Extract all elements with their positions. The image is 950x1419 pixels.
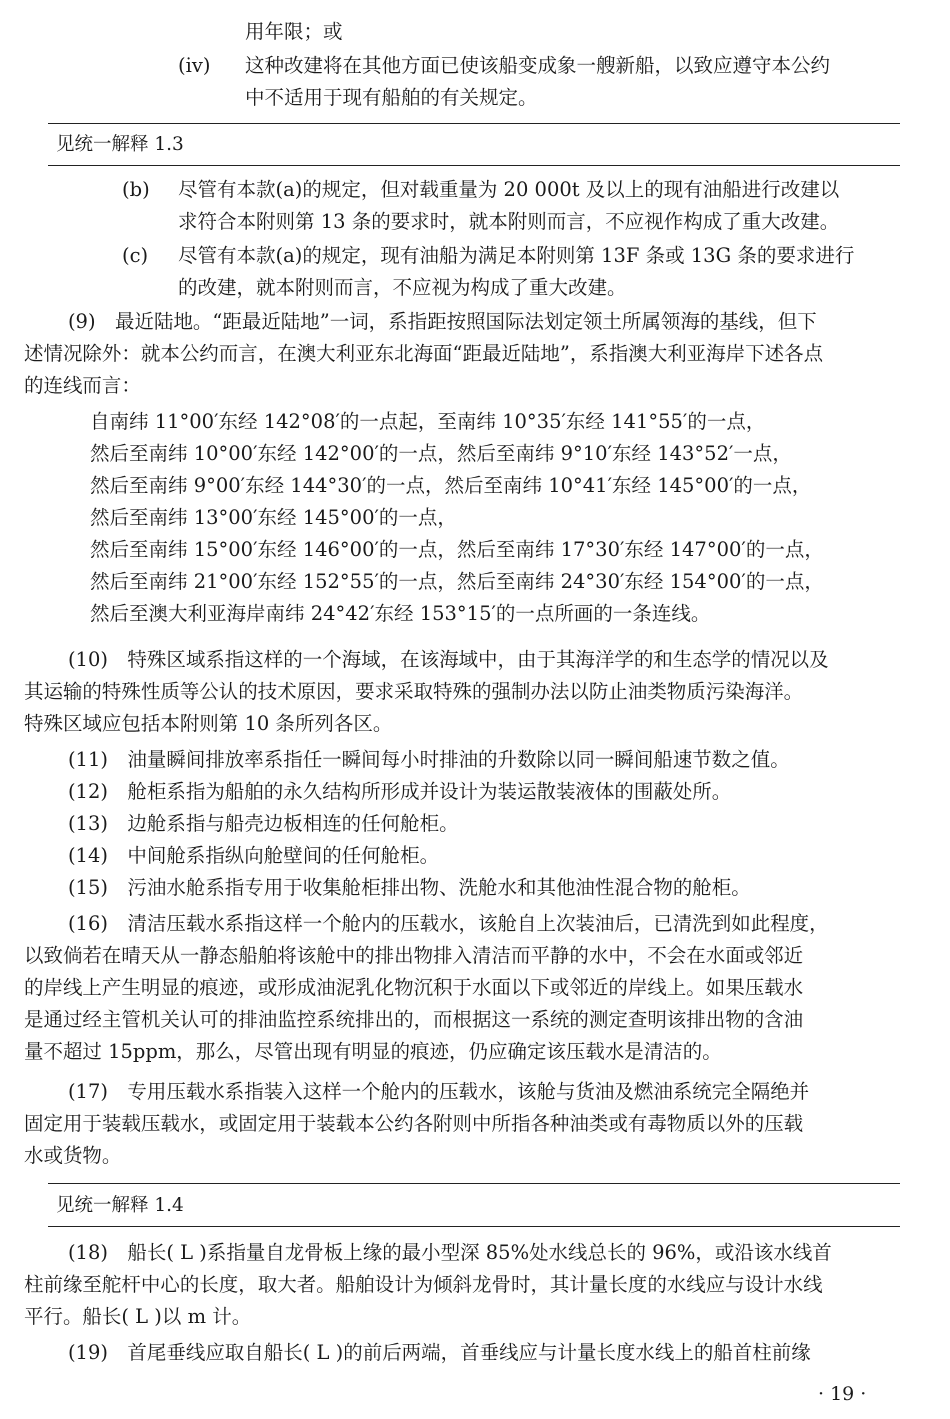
coordinate-line: 然后至南纬 13°00′东经 145°00′的一点， <box>90 506 457 529</box>
paragraph-11: (11) 油量瞬间排放率系指任一瞬间每小时排油的升数除以同一瞬间船速节数之值。 <box>67 748 790 771</box>
item-b-text <box>178 174 839 238</box>
text-line: (9) 最近陆地。“距最近陆地”一词，系指距按照国际法划定领土所属领海的基线，但下 <box>67 310 817 333</box>
paragraph-17 <box>24 1076 929 1172</box>
text-line: 求符合本附则第 13 条的要求时，就本附则而言，不应视作构成了重大改建。 <box>178 210 840 233</box>
paragraph-9 <box>24 306 929 402</box>
page-number: · 19 · <box>818 1383 867 1405</box>
coordinate-list <box>90 406 824 630</box>
text-line: (10) 特殊区域系指这样的一个海域，在该海域中，由于其海洋学的和生态学的情况以及 <box>67 648 829 671</box>
text-line: (16) 清洁压载水系指这样一个舱内的压载水，该舱自上次装油后，已清洗到如此程度， <box>67 912 829 935</box>
text-line: 其运输的特殊性质等公认的技术原因，要求采取特殊的强制办法以防止油类物质污染海洋。 <box>24 680 804 703</box>
paragraph-13: (13) 边舱系指与船壳边板相连的任何舱柜。 <box>67 812 459 835</box>
text-line: 这种改建将在其他方面已使该船变成象一艘新船，以致应遵守本公约 <box>245 54 831 77</box>
coordinate-line: 然后至澳大利亚海岸南纬 24°42′东经 153°15′的一点所画的一条连线。 <box>90 602 711 625</box>
divider-rule <box>48 165 900 166</box>
text-line: 特殊区域应包括本附则第 10 条所列各区。 <box>24 712 393 735</box>
item-b-label: (b) <box>122 178 150 201</box>
item-iv-label: (ⅳ) <box>178 54 211 77</box>
paragraph-18 <box>24 1237 929 1333</box>
divider-rule <box>48 1226 900 1227</box>
text-line: 尽管有本款(a)的规定，但对载重量为 20 000t 及以上的现有油船进行改建以 <box>178 178 840 201</box>
unified-interpretation-note: 见统一解释 1.3 <box>56 134 184 155</box>
item-c-text <box>178 240 854 304</box>
text-line: 的改建，就本附则而言，不应视为构成了重大改建。 <box>178 276 627 299</box>
definitions-list <box>24 744 929 904</box>
text-line: 水或货物。 <box>24 1144 122 1167</box>
text-line: 的连线而言： <box>24 374 141 397</box>
text-line: (19) 首尾垂线应取自船长( L )的前后两端，首垂线应与计量长度水线上的船首柱前缘 <box>67 1341 811 1364</box>
text-line: 述情况除外：就本公约而言，在澳大利亚东北海面“距最近陆地”，系指澳大利亚海岸下述各点 <box>24 342 824 365</box>
item-iv-text <box>245 50 830 114</box>
text-line: 固定用于装载压载水，或固定用于装载本公约各附则中所指各种油类或有毒物质以外的压载 <box>24 1112 804 1135</box>
text-line: (18) 船长( L )系指量自龙骨板上缘的最小型深 85%处水线总长的 96%，或沿该水线首 <box>67 1241 832 1264</box>
divider-rule <box>48 1183 900 1184</box>
coordinate-line: 然后至南纬 10°00′东经 142°00′的一点，然后至南纬 9°10′东经 143°52′一点， <box>90 442 792 465</box>
divider-rule <box>48 123 900 124</box>
coordinate-line: 然后至南纬 15°00′东经 146°00′的一点，然后至南纬 17°30′东经 147°00′的一点， <box>90 538 824 561</box>
unified-interpretation-note: 见统一解释 1.4 <box>56 1195 184 1216</box>
text-line: 量不超过 15ppm，那么，尽管出现有明显的痕迹，仍应确定该压载水是清洁的。 <box>24 1040 722 1063</box>
text-line: 平行。船长( L )以 m 计。 <box>24 1305 252 1328</box>
paragraph-10 <box>24 644 929 740</box>
paragraph-19 <box>24 1337 929 1369</box>
text-line: 是通过经主管机关认可的排油监控系统排出的，而根据这一系统的测定查明该排出物的含油 <box>24 1008 804 1031</box>
paragraph-15: (15) 污油水舱系指专用于收集舱柜排出物、洗舱水和其他油性混合物的舱柜。 <box>67 876 751 899</box>
text-line: (17) 专用压载水系指装入这样一个舱内的压载水，该舱与货油及燃油系统完全隔绝并 <box>67 1080 810 1103</box>
coordinate-line: 然后至南纬 9°00′东经 144°30′的一点，然后至南纬 10°41′东经 145°00′的一点， <box>90 474 812 497</box>
text-line: 以致倘若在晴天从一静态船舶将该舱中的排出物排入清洁而平静的水中，不会在水面或邻近 <box>24 944 804 967</box>
paragraph-14: (14) 中间舱系指纵向舱壁间的任何舱柜。 <box>67 844 440 867</box>
item-c-label: (c) <box>122 244 149 267</box>
text-line: 的岸线上产生明显的痕迹，或形成油泥乳化物沉积于水面以下或邻近的岸线上。如果压载水 <box>24 976 804 999</box>
coordinate-line: 自南纬 11°00′东经 142°08′的一点起，至南纬 10°35′东经 141°55′的一点， <box>90 410 766 433</box>
paragraph-12: (12) 舱柜系指为船舶的永久结构所形成并设计为装运散装液体的围蔽处所。 <box>67 780 732 803</box>
text-line: 尽管有本款(a)的规定，现有油船为满足本附则第 13F 条或 13G 条的要求进行 <box>178 244 855 267</box>
continuation-line: 用年限；或 <box>245 20 343 43</box>
text-line: 中不适用于现有船舶的有关规定。 <box>245 86 538 109</box>
text-line: 柱前缘至舵杆中心的长度，取大者。船舶设计为倾斜龙骨时，其计量长度的水线应与设计水线 <box>24 1273 823 1296</box>
paragraph-16 <box>24 908 929 1068</box>
coordinate-line: 然后至南纬 21°00′东经 152°55′的一点，然后至南纬 24°30′东经 154°00′的一点， <box>90 570 824 593</box>
